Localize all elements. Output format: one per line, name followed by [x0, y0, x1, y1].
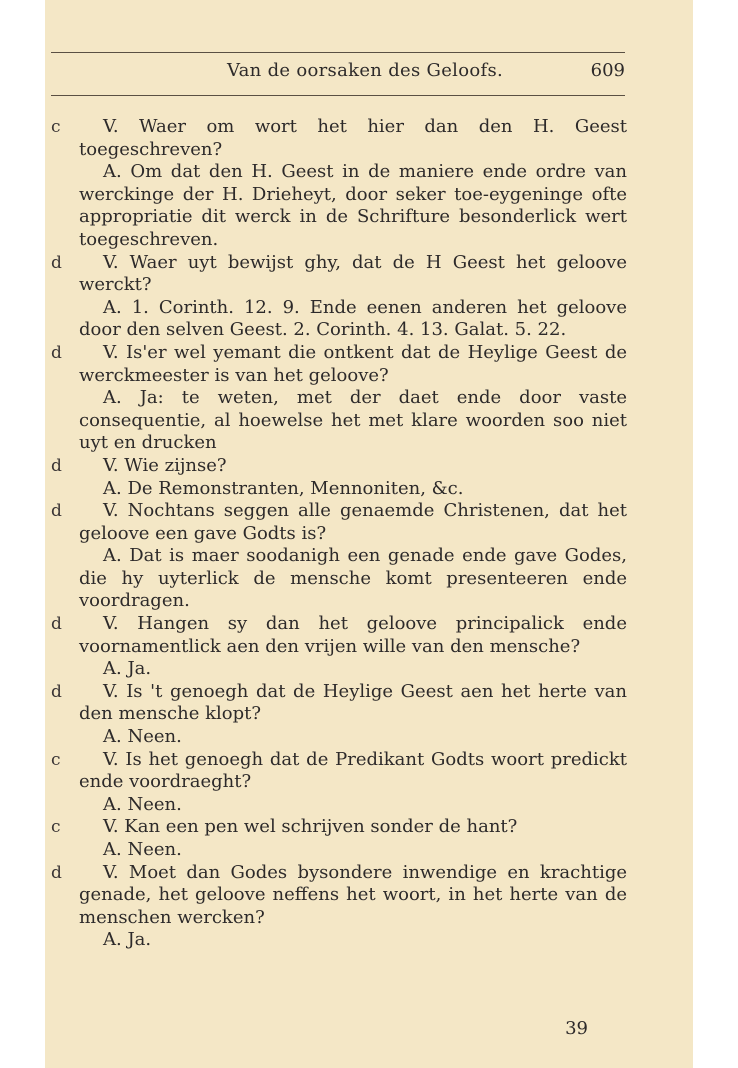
answer-entry	[45, 161, 627, 251]
answer-entry	[45, 929, 627, 952]
signature-mark: 39	[565, 1018, 588, 1039]
question-text: V. Hangen sy dan het geloove principalick ende voornamentlick aen den vrijen wille van den mensche?	[79, 613, 627, 657]
question-entry	[45, 500, 627, 545]
question-entry	[45, 862, 627, 930]
question-entry	[45, 681, 627, 726]
header-top-rule	[51, 52, 625, 53]
answer-text: A. 1. Corinth. 12. 9. Ende eenen anderen het geloove door den selven Geest. 2. Corinth. 4. 13. Galat. 5. 22.	[79, 296, 627, 341]
margin-marker: d	[51, 862, 62, 883]
answer-entry	[45, 297, 627, 342]
running-header-title: Van de oorsaken des Geloofs.	[226, 60, 504, 81]
answer-text: A. Dat is maer soodanigh een genade ende gave Godes, die hy uyterlick de mensche komt presenteeren ende voordragen.	[79, 545, 627, 612]
question-entry	[45, 342, 627, 387]
answer-entry	[45, 839, 627, 862]
answer-entry	[45, 794, 627, 817]
margin-marker: c	[51, 817, 61, 838]
answer-text: A. Ja: te weten, met der daet ende door vaste consequentie, al hoewelse het met klare woorden soo niet uyt en drucken	[79, 387, 627, 454]
question-entry	[45, 613, 627, 658]
answer-entry	[45, 545, 627, 613]
page-number: 609	[590, 60, 625, 81]
question-text: V. Wie zijnse?	[103, 454, 227, 476]
answer-text: A. Neen.	[103, 726, 182, 748]
margin-marker: d	[51, 681, 62, 702]
book-page	[45, 0, 693, 1068]
question-entry	[45, 816, 627, 839]
answer-text: A. De Remonstranten, Mennoniten, &c.	[103, 477, 464, 499]
margin-marker: d	[51, 455, 62, 476]
answer-text: A. Om dat den H. Geest in de maniere ende ordre van werckinge der H. Drieheyt, door seker toe-eygeninge ofte appropriatie dit werck in de Schrifture besonderlick wert toegeschreven.	[79, 161, 627, 250]
margin-marker: d	[51, 501, 62, 522]
answer-text: A. Neen.	[103, 839, 182, 860]
margin-marker: c	[51, 749, 61, 770]
answer-text: A. Ja.	[103, 658, 152, 680]
answer-entry	[45, 478, 627, 501]
question-text: V. Waer om wort het hier dan den H. Geest toegeschreven?	[79, 116, 627, 160]
question-text: V. Nochtans seggen alle genaemde Christenen, dat het geloove een gave Godts is?	[79, 500, 627, 544]
answer-entry	[45, 726, 627, 749]
question-text: V. Is het genoegh dat de Predikant Godts woort predickt ende voordraeght?	[79, 748, 627, 793]
header-bottom-rule	[51, 95, 625, 96]
answer-text: A. Ja.	[103, 929, 152, 951]
margin-marker: c	[51, 117, 61, 137]
question-text: V. Is'er wel yemant die ontkent dat de Heylige Geest de werckmeester is van het geloove?	[79, 341, 627, 386]
qa-body	[45, 116, 693, 952]
answer-entry	[45, 387, 627, 455]
margin-marker: d	[51, 614, 62, 635]
question-entry	[45, 116, 627, 161]
question-text: V. Moet dan Godes bysondere inwendige en krachtige genade, het geloove neffens het woort, in het herte van de menschen wercken?	[79, 861, 627, 928]
question-text: V. Waer uyt bewijst ghy, dat de H Geest het geloove werckt?	[79, 251, 627, 296]
margin-marker: d	[51, 252, 62, 273]
question-entry	[45, 749, 627, 794]
question-entry	[45, 252, 627, 297]
answer-entry	[45, 658, 627, 681]
answer-text: A. Neen.	[103, 793, 182, 815]
question-text: V. Kan een pen wel schrijven sonder de hant?	[103, 816, 518, 838]
question-entry	[45, 455, 627, 478]
question-text: V. Is 't genoegh dat de Heylige Geest aen het herte van den mensche klopt?	[79, 680, 627, 725]
margin-marker: d	[51, 342, 62, 363]
